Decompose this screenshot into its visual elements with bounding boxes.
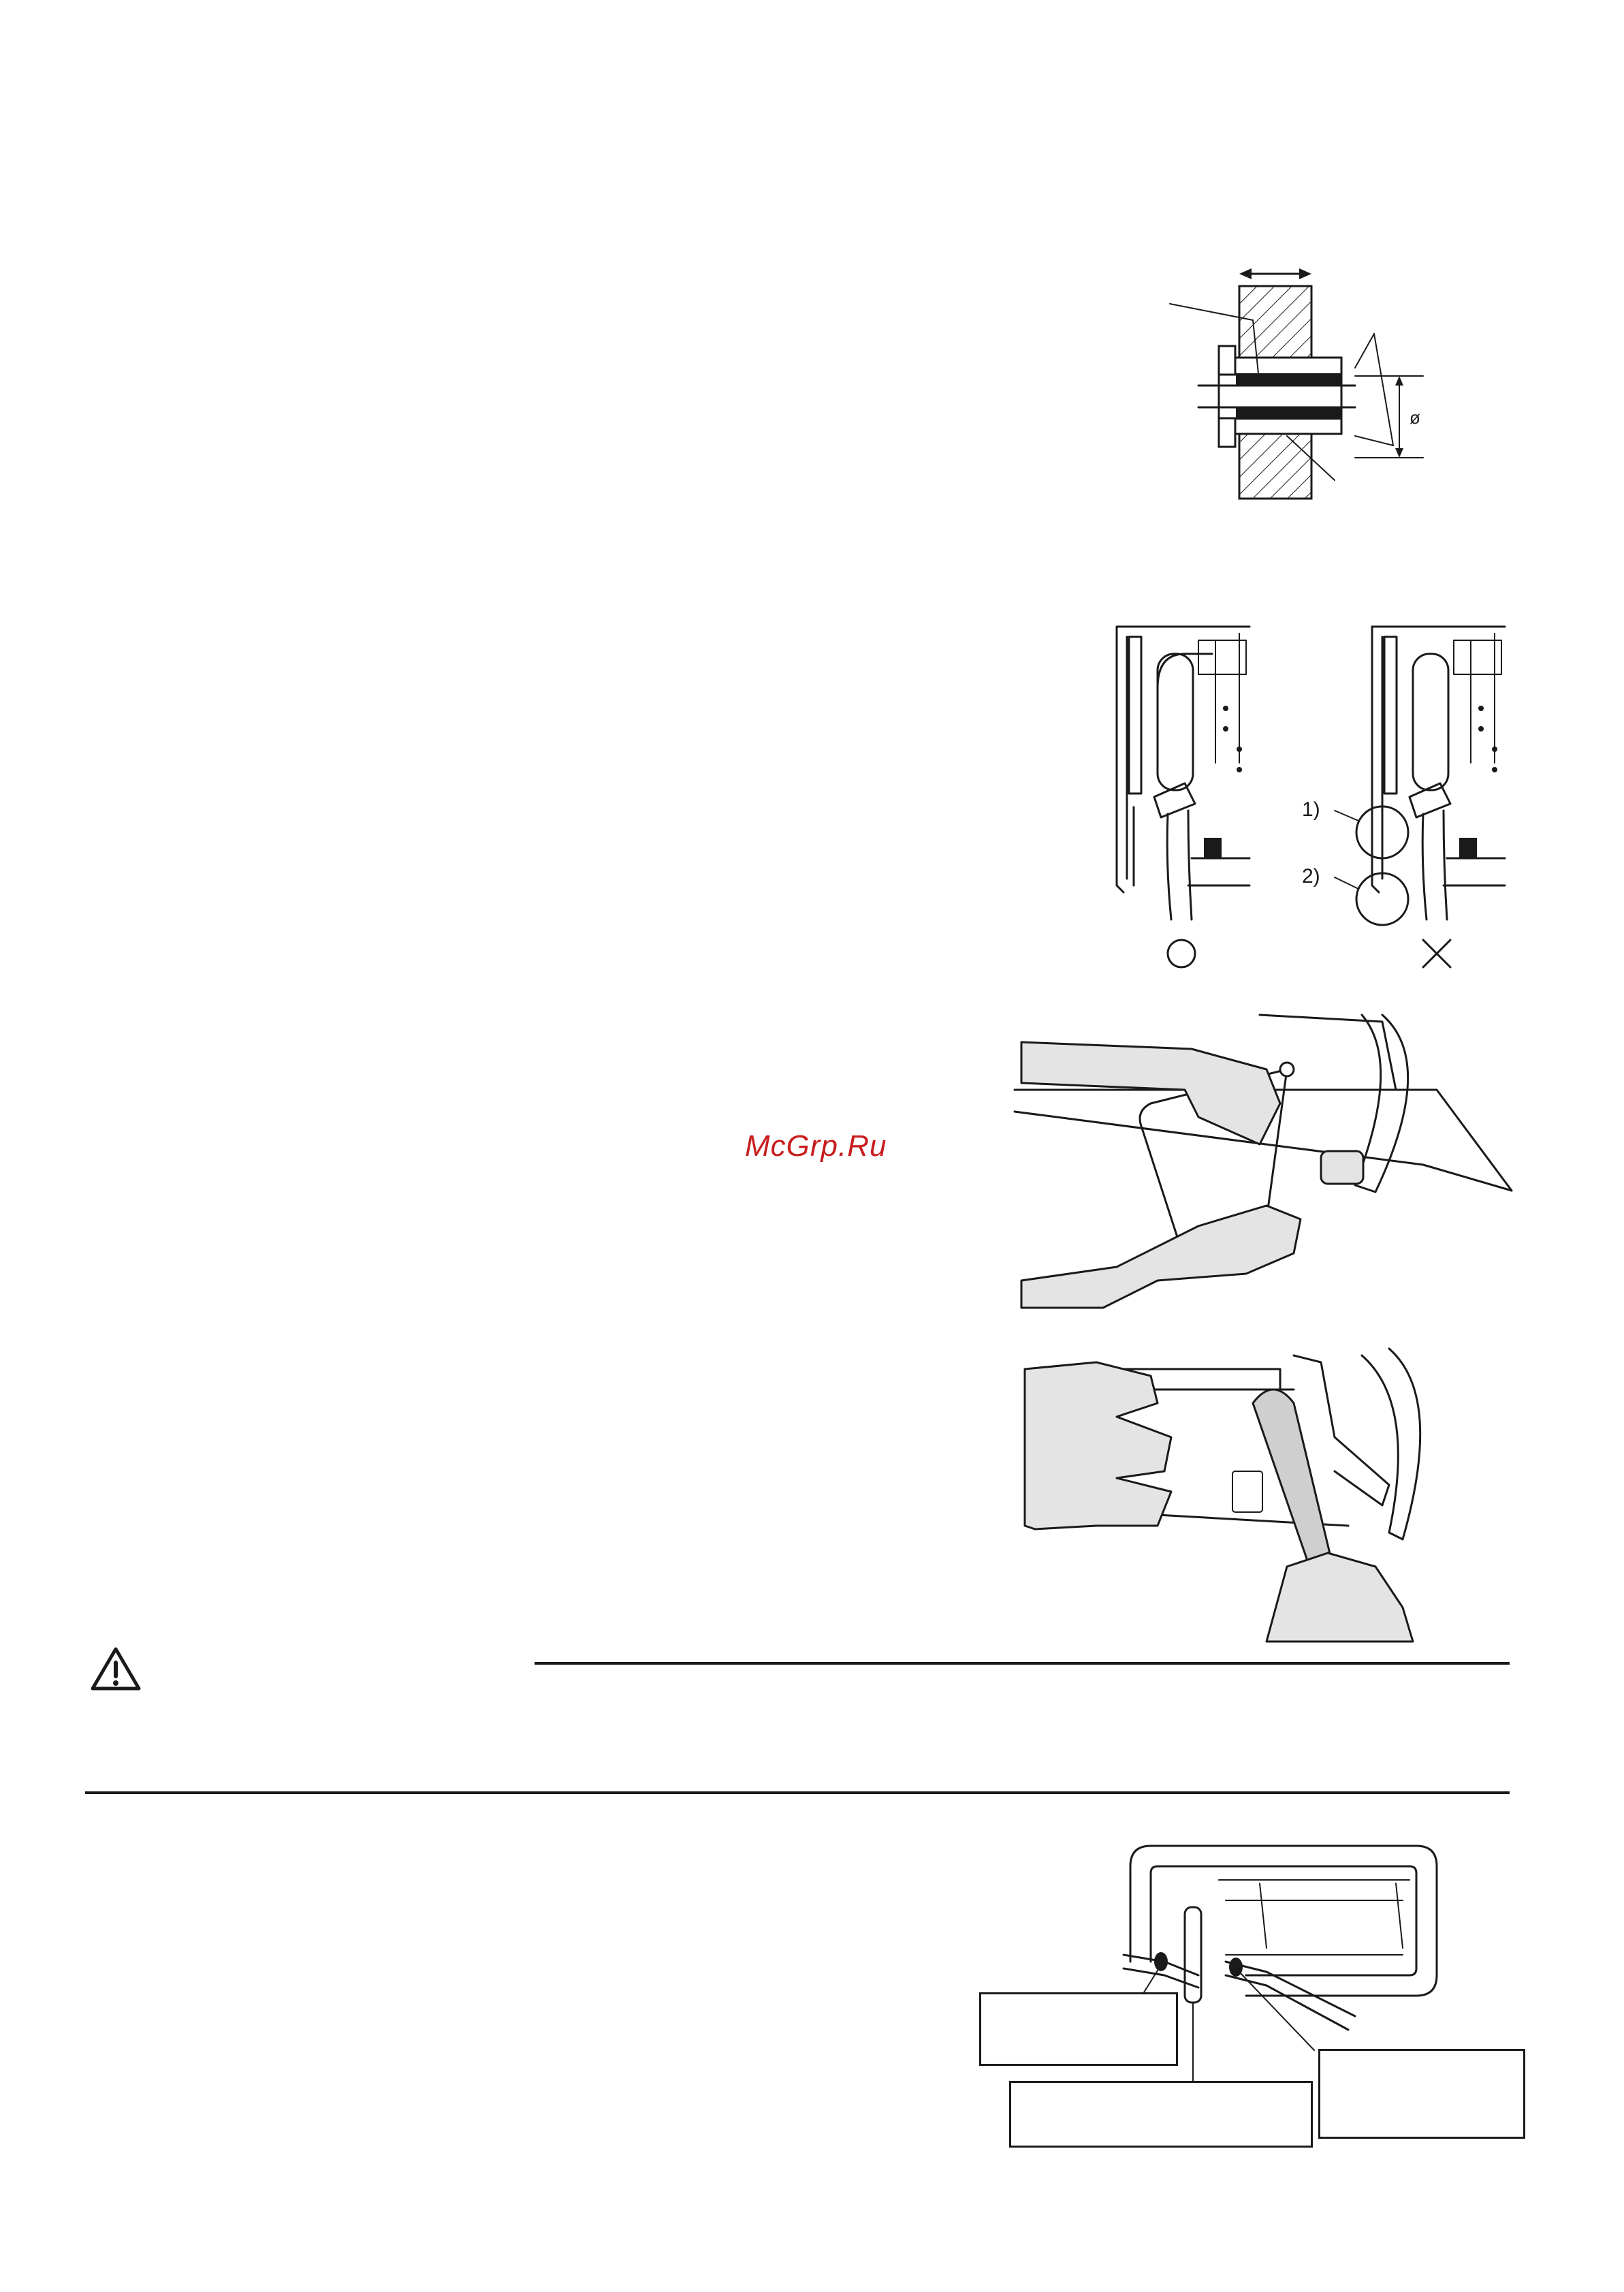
callout-box-right bbox=[1318, 2049, 1525, 2139]
note-1-label: 1) bbox=[1302, 798, 1320, 821]
warning-triangle-icon bbox=[89, 1645, 143, 1693]
caution-bottom-rule bbox=[85, 1791, 1510, 1794]
watermark-text: McGrp.Ru bbox=[745, 1129, 887, 1163]
ok-mark bbox=[1168, 940, 1195, 967]
callout-box-left bbox=[979, 1992, 1178, 2066]
note-2-label: 2) bbox=[1302, 865, 1320, 888]
diameter-label: ø bbox=[1410, 407, 1420, 428]
caution-top-rule bbox=[535, 1662, 1510, 1665]
callout-box-center bbox=[1009, 2081, 1313, 2148]
ng-mark bbox=[1423, 940, 1450, 967]
